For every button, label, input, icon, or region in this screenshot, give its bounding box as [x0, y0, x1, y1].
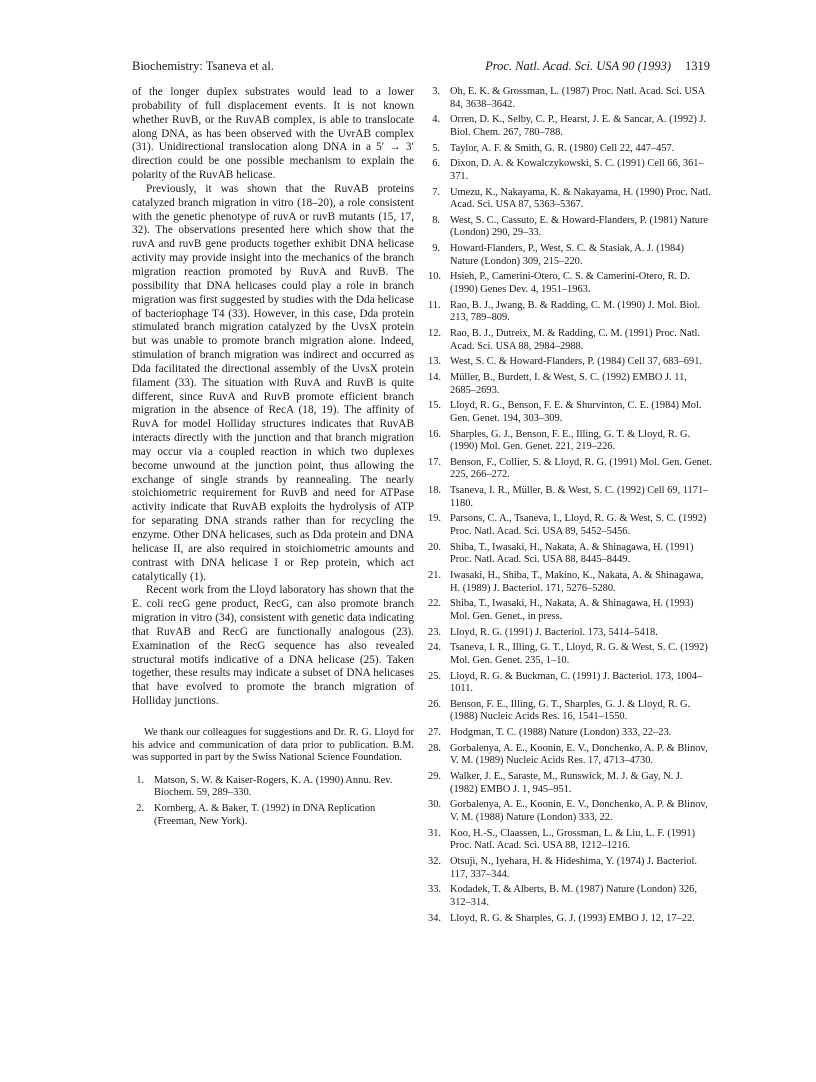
reference-item: 12. Rao, B. J., Dutreix, M. & Radding, C. M. (1991) Proc. Natl. Acad. Sci. USA 88, 2984–2988. — [428, 327, 700, 352]
reference-item: 26. Benson, F. E., Illing, G. T., Sharples, G. J. & Lloyd, R. G. (1988) Nucleic Acids Res. 16, 1541–1550. — [428, 698, 691, 723]
reference-item: 2. Kornberg, A. & Baker, T. (1992) in DNA Replication (Freeman, New York). — [136, 803, 376, 827]
reference-item: 20. Shiba, T., Iwasaki, H., Nakata, A. & Shinagawa, H. (1991) Proc. Natl. Acad. Sci. USA 88, 8445–8449. — [428, 541, 694, 566]
reference-item: 1. Matson, S. W. & Kaiser-Rogers, K. A. (1990) Annu. Rev. Biochem. 59, 289–330. — [136, 774, 393, 799]
reference-item: 7. Umezu, K., Nakayama, K. & Nakayama, H. (1990) Proc. Natl. Acad. Sci. USA 87, 5363–5367. — [432, 186, 711, 211]
reference-item: 17. Benson, F., Collier, S. & Lloyd, R. G. (1991) Mol. Gen. Genet. 225, 266–272. — [428, 456, 712, 481]
reference-item: 5. Taylor, A. F. & Smith, G. R. (1980) Cell 22, 447–457. — [432, 142, 675, 154]
reference-item: 32. Otsuji, N., Iyehara, H. & Hideshima, Y. (1974) J. Bacteriol. 117, 337–344. — [428, 855, 698, 880]
reference-item: 19. Parsons, C. A., Tsaneva, I., Lloyd, R. G. & West, S. C. (1992) Proc. Natl. Acad. Sci. USA 89, 5452–5456. — [428, 513, 707, 537]
right-column — [428, 86, 712, 928]
reference-item: 4. Orren, D. K., Selby, C. P., Hearst, J. E. & Sancar, A. (1992) J. Biol. Chem. 267, 780–788. — [432, 114, 707, 138]
reference-item: 23. Lloyd, R. G. (1991) J. Bacteriol. 173, 5414–5418. — [428, 626, 658, 638]
reference-item: 18. Tsaneva, I. R., Müller, B. & West, S. C. (1992) Cell 69, 1171–1180. — [428, 485, 709, 509]
reference-item: 8. West, S. C., Cassuto, E. & Howard-Flanders, P. (1981) Nature (London) 290, 29–33. — [432, 214, 709, 239]
running-header — [132, 56, 710, 76]
reference-item: 25. Lloyd, R. G. & Buckman, C. (1991) J. Bacteriol. 173, 1004–1011. — [428, 670, 703, 695]
body-paragraph: Previously, it was shown that the RuvAB proteins catalyzed branch migration in vitro (18–20), a role consistent with the genetic phenotype of ruvA or ruvB mutants (15, 17, 32). The observations presented here which show that the ruvA and ruvB gene products together exhibit DNA helicase activity may provide insight into the mechanics of the branch migration reaction promoted by RuvA and RuvB. The possibility that DNA helicases could play a role in branch migration was first suggested by studies with the Dda helicase of bacteriophage T4 (33). However, in this case, Dda protein stimulated branch migration catalyzed by the UvsX protein but was unable to promote branch migration alone. Indeed, stimulation of branch migration was indirect and occurred as Dda facilitated the directional assembly of the UvsX protein filament (33). The situation with RuvA and RuvB is quite different, since RuvA and RuvB promote efficient branch migration in the absence of RecA (18, 19). The affinity of RuvA for model Holliday structures indicates that RuvAB interacts directly with the junction and that branch migration may occur via a coupled reaction in which two duplexes become unwound at the junction point, thus allowing the exchange of single strands by reannealing. The nearly stoichiometric requirement for RuvB and need for ATPase activity indicate that RuvAB exploits the hydrolysis of ATP for separating DNA strands rather than for recycling the enzyme. Other DNA helicases, such as Dda protein and DNA helicase II, are also required in stoichiometric amounts and contrast with DNA helicase I or Rep protein, which act catalytically (1). — [132, 182, 414, 583]
references-list-right — [428, 86, 712, 925]
journal-name: Proc. Natl. Acad. Sci. USA 90 (1993) — [485, 59, 671, 73]
reference-item: 16. Sharples, G. J., Benson, F. E., Illing, G. T. & Lloyd, R. G. (1990) Mol. Gen. Genet. 221, 219–226. — [428, 428, 691, 453]
reference-item: 15. Lloyd, R. G., Benson, F. E. & Shurvinton, C. E. (1984) Mol. Gen. Genet. 194, 303–309. — [428, 400, 702, 424]
reference-item: 9. Howard-Flanders, P., West, S. C. & Stasiak, A. J. (1984) Nature (London) 309, 215–220. — [432, 243, 684, 267]
page-number: 1319 — [685, 59, 710, 73]
reference-item: 28. Gorbalenya, A. E., Koonin, E. V., Donchenko, A. P. & Blinov, V. M. (1989) Nucleic Acids Res. 17, 4713–4730. — [428, 742, 708, 767]
reference-item: 11. Rao, B. J., Jwang, B. & Radding, C. M. (1990) J. Mol. Biol. 213, 789–809. — [428, 299, 700, 324]
reference-item: 22. Shiba, T., Iwasaki, H., Nakata, A. & Shinagawa, H. (1993) Mol. Gen. Genet., in press. — [428, 598, 694, 622]
reference-item: 34. Lloyd, R. G. & Sharples, G. J. (1993) EMBO J. 12, 17–22. — [428, 912, 695, 924]
reference-item: 13. West, S. C. & Howard-Flanders, P. (1984) Cell 37, 683–691. — [428, 356, 702, 368]
reference-item: 29. Walker, J. E., Saraste, M., Runswick, M. J. & Gay, N. J. (1982) EMBO J. 1, 945–951. — [428, 771, 683, 795]
left-column — [132, 86, 414, 831]
body-paragraph: of the longer duplex substrates would lead to a lower probability of full displacement events. It is not known whether RuvB, or the RuvAB complex, is able to translocate along DNA, as has been observed with the UvrAB complex (31). Unidirectional translocation along DNA in a 5′ → 3′ direction could be one possible mechanism to explain the polarity of the RuvAB helicase. — [132, 86, 414, 182]
reference-item: 27. Hodgman, T. C. (1988) Nature (London) 333, 22–23. — [428, 727, 672, 739]
reference-item: 6. Dixon, D. A. & Kowalczykowski, S. C. (1991) Cell 66, 361–371. — [432, 158, 704, 182]
acknowledgement: We thank our colleagues for suggestions and Dr. R. G. Lloyd for his advice and communication of data prior to publication. B.M. was supported in part by the Swiss National Science Foundation. — [132, 726, 414, 764]
references-list-left — [132, 775, 414, 828]
journal-citation — [485, 56, 710, 76]
journal-section-author: Biochemistry: Tsaneva et al. — [132, 59, 274, 73]
reference-item: 21. Iwasaki, H., Shiba, T., Makino, K., Nakata, A. & Shinagawa, H. (1989) J. Bacteriol. 171, 5276–5280. — [428, 569, 704, 594]
reference-item: 24. Tsaneva, I. R., Illing, G. T., Lloyd, R. G. & West, S. C. (1992) Mol. Gen. Genet. 235, 1–10. — [428, 642, 708, 666]
reference-item: 3. Oh, E. K. & Grossman, L. (1987) Proc. Natl. Acad. Sci. USA 84, 3638–3642. — [432, 86, 705, 110]
reference-item: 14. Müller, B., Burdett, I. & West, S. C. (1992) EMBO J. 11, 2685–2693. — [428, 372, 687, 396]
reference-item: 30. Gorbalenya, A. E., Koonin, E. V., Donchenko, A. P. & Blinov, V. M. (1988) Nature (London) 333, 22. — [428, 799, 708, 823]
reference-item: 31. Koo, H.-S., Claassen, L., Grossman, L. & Liu, L. F. (1991) Proc. Natl. Acad. Sci. USA 88, 1212–1216. — [428, 827, 696, 852]
reference-item: 10. Hsieh, P., Camerini-Otero, C. S. & Camerini-Otero, R. D. (1990) Genes Dev. 4, 1951–1963. — [428, 271, 690, 295]
reference-item: 33. Kodadek, T. & Alberts, B. M. (1987) Nature (London) 326, 312–314. — [428, 884, 697, 908]
body-paragraph: Recent work from the Lloyd laboratory has shown that the E. coli recG gene product, RecG, can also promote branch migration in vitro (34), consistent with genetic data indicating that RuvAB and RecG are functionally analogous (23). Examination of the RecG sequence has also revealed structural motifs indicative of a DNA helicase (25). Taken together, these results may indicate a subset of DNA helicases that have evolved to promote the branch migration of Holliday junctions. — [132, 584, 414, 708]
